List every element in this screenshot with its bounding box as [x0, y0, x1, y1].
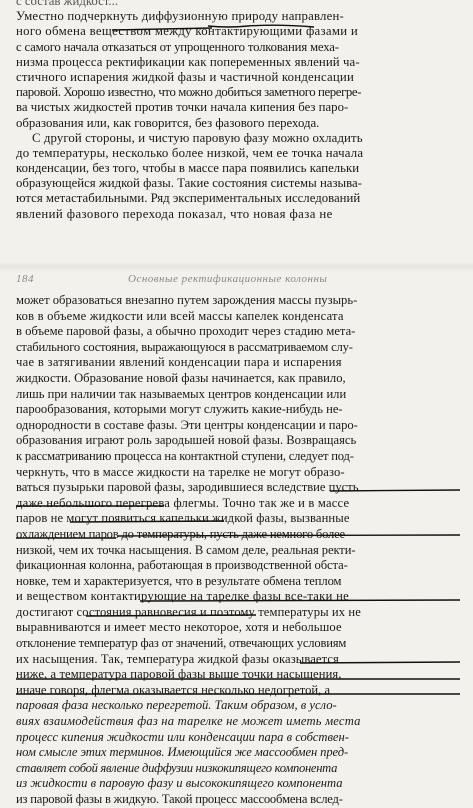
- upper-text-block: [16, 0, 460, 222]
- text-line: даже небольшого перегрева флегмы. Точно так же и в массе: [16, 495, 350, 510]
- text-line: к рассматриванию процесса на контактной ступени, следует под-: [16, 448, 354, 463]
- text-line: ставляет собой явление диффузии низкокипящего компонента: [16, 760, 338, 775]
- text-line: паровой. Хорошо известно, что можно добиться заметного перегре-: [16, 85, 362, 100]
- page-number: 184: [16, 273, 34, 285]
- text-line: до температуры, несколько более низкой, чем ее точка начала: [16, 145, 364, 160]
- running-head: [16, 273, 460, 291]
- text-line: из паровой фазы в жидкую. Такой процесс массообмена вслед-: [16, 792, 343, 806]
- text-line: иначе говоря, флегма оказывается несколько недогретой, а: [16, 682, 331, 697]
- text-line: явлений фазового перехода показал, что новая фаза не: [16, 206, 333, 221]
- text-line: С другой стороны, и чистую паровую фазу можно охладить: [32, 130, 363, 145]
- text-line: ном смысле этих терминов. Имеющийся же массообмен пред-: [16, 745, 349, 760]
- text-line: ются метастабильными. Ряд экспериментальных исследований: [16, 191, 361, 206]
- text-line: парообразования, которыми могут служить какие-нибудь не-: [16, 402, 343, 417]
- text-line: образования или, как говорится, без фазового перехода.: [16, 115, 320, 130]
- text-line: чае в затягивании явлений конденсации пара и испарения: [16, 355, 342, 370]
- text-line: фикационная колонна, работающая в производственной обста-: [16, 558, 348, 573]
- text-line: процесс кипения жидкости или конденсации пара в собствен-: [16, 729, 349, 744]
- text-line: паров не могут появиться капельки жидкой фазы, вызванные: [16, 511, 350, 526]
- text-line: низкой, чем их точка насыщения. В самом деле, реальная ректи-: [16, 542, 356, 557]
- text-line: низма процесса ректификации как попеременных явлений ча-: [16, 54, 360, 69]
- lower-text-block: [16, 293, 460, 808]
- text-line: с состав жидкост...: [16, 0, 119, 8]
- text-line: может образоваться внезапно путем зарождения массы пузырь-: [16, 293, 358, 307]
- text-line: и веществом контактирующие на тарелке фазы все-таки не: [16, 589, 350, 604]
- text-line: однородности в составе фазы. Эти центры конденсации и паро-: [16, 417, 358, 432]
- text-line: Уместно подчеркнуть диффузионную природу направлен-: [16, 9, 345, 24]
- text-line: виях взаимодействия фаз на тарелке не может иметь места: [16, 714, 361, 729]
- text-line: достигают состояния равновесия и поэтому температуры их не: [16, 604, 361, 619]
- text-line: образования играют роль зародышей новой фазы. Возвращаясь: [16, 433, 357, 448]
- text-line: ного обмена веществом между контактирующими фазами и: [16, 24, 359, 39]
- text-line: стабильного состояния, выражающуюся в рассматриваемом слу-: [16, 339, 353, 354]
- text-line: в объеме паровой фазы, а обычно проходит через стадию мета-: [16, 324, 356, 339]
- text-line: из жидкости в паровую фазу и высококипящего компонента: [16, 776, 343, 791]
- text-line: конденсации, без того, чтобы в массе пара появились капельки: [16, 161, 360, 176]
- text-line: ва чистых жидкостей против точки начала кипения без паро-: [16, 100, 349, 115]
- text-line: образующейся жидкой фазы. Такие состояния системы называ-: [16, 176, 362, 191]
- text-line: лишь при наличии так называемых центров конденсации или: [16, 386, 347, 401]
- text-line: стичного испарения жидкой фазы и частичной конденсации: [16, 69, 355, 84]
- text-line: новке, тем и характеризуется, что в результате обмена теплом: [16, 573, 342, 588]
- text-line: с самого начала отказаться от упрощенного толкования меха-: [16, 39, 339, 54]
- text-line: ков в объеме жидкости или всей массы капелек конденсата: [16, 308, 344, 323]
- text-line: ниже, а температура паровой фазы выше точки насыщения,: [16, 667, 342, 682]
- text-line: выравниваются и имеет место некоторое, хотя и небольшое: [16, 620, 342, 635]
- text-line: ваться пузырьки паровой фазы, зародившиеся вследствие пусть: [16, 480, 359, 495]
- text-line: охлаждением паров до температуры, пусть даже немного более: [16, 526, 345, 541]
- text-line: паровая фаза несколько перегретой. Таким образом, в усло-: [16, 698, 337, 713]
- text-line: черкнуть, что в массе жидкости на тарелке не могут образо-: [16, 464, 345, 479]
- text-line: жидкости. Образование новой фазы начинается, как правило,: [16, 370, 346, 385]
- page-divider: [0, 262, 473, 272]
- running-head-title: Основные ректификационные колонны: [128, 273, 328, 285]
- text-line: отклонение температур фаз от значений, отвечающих условиям: [16, 636, 347, 651]
- text-line: их насыщения. Так, температура жидкой фазы оказывается: [16, 651, 339, 666]
